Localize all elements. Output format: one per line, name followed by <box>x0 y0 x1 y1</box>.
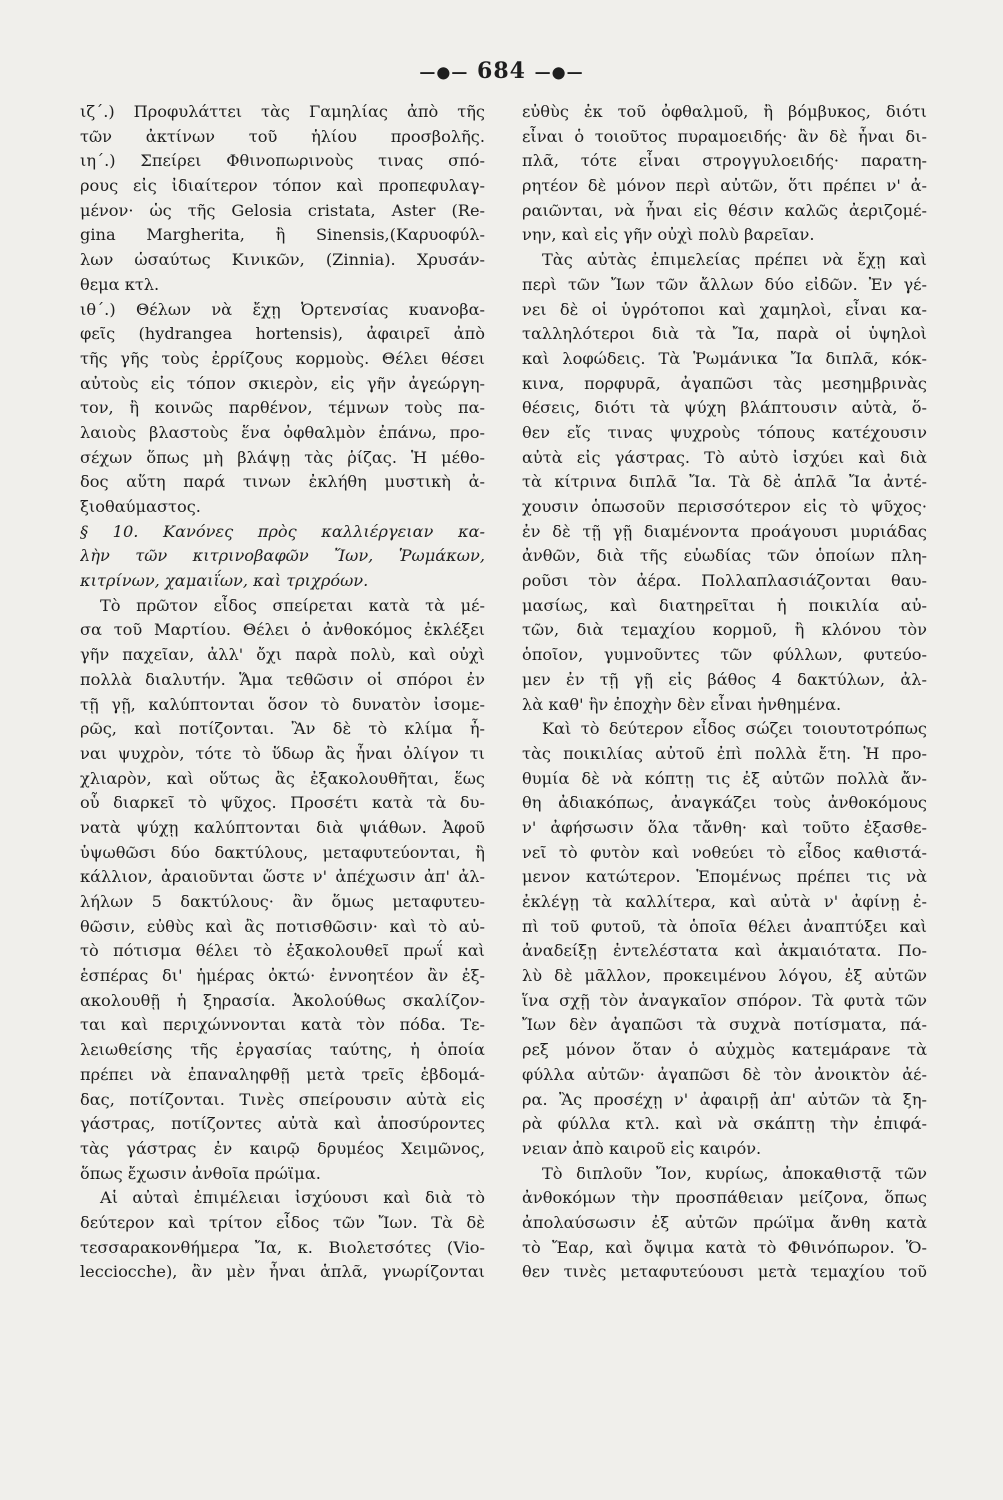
text-line: ρὰ φύλλα κτλ. καὶ νὰ σκάπτῃ τὴν ἐπιφά- <box>522 1114 927 1134</box>
text-line: περὶ τῶν Ἴων τῶν ἄλλων δύο εἰδῶν. Ἐν γέ- <box>522 274 927 294</box>
text-line: νει δὲ οἱ ὑγρότοποι καὶ χαμηλοὶ, εἶναι κα- <box>522 299 927 319</box>
text-line: οὗ διαρκεῖ τὸ ψῦχος. Προσέτι κατὰ τὰ δυ- <box>80 793 485 813</box>
text-line: λὰ καθ' ἣν ἐποχὴν δὲν εἶναι ἠνθημένα. <box>522 694 842 714</box>
text-line: ἀπολαύσωσιν ἐξ αὐτῶν πρώϊμα ἄνθη κατὰ <box>522 1212 927 1232</box>
text-line: εἶναι ὁ τοιοῦτος πυραμοειδής· ἂν δὲ ἦναι δι- <box>522 126 927 146</box>
page-number: 684 <box>477 58 526 84</box>
text-line: ρους εἰς ἰδιαίτερον τόπον καὶ προπεφυλαγ- <box>80 176 485 196</box>
ornament-left: —●— <box>419 62 469 82</box>
page-header <box>0 58 1003 84</box>
text-line: δας, ποτίζονται. Τινὲς σπείρουσιν αὐτὰ εἰς <box>80 1089 485 1109</box>
text-line: πλᾶ, τότε εἶναι στρογγυλοειδής· παρατη- <box>522 151 927 171</box>
text-line: τὰς γάστρας ἐν καιρῷ δρυμέος Χειμῶνος, <box>80 1138 485 1158</box>
text-line: ιθ΄.) Θέλων νὰ ἔχῃ Ὀρτενσίας κυανοβα- <box>80 299 485 319</box>
text-line: θεν εἴς τινας ψυχροὺς τόπους κατέχουσιν <box>522 422 927 442</box>
text-line: δος αὕτη παρά τινων ἐκλήθη μυστικὴ ἀ- <box>80 472 485 492</box>
text-line: ρα. Ἂς προσέχῃ ν' ἀφαιρῇ ἀπ' αὐτῶν τὰ ξη- <box>522 1089 927 1109</box>
text-line: ται καὶ περιχώννονται κατὰ τὸν πόδα. Τε- <box>80 1015 485 1035</box>
text-line: ὑψωθῶσι δύο δακτύλους, μεταφυτεύονται, ἢ <box>80 842 485 862</box>
text-line: ἀνθῶν, διὰ τῆς εὐωδίας τῶν ὁποίων πλη- <box>522 546 927 566</box>
text-line: τῇ γῇ, καλύπτονται ὅσον τὸ δυνατὸν ἰσομε- <box>80 694 485 714</box>
text-line: νατὰ ψύχῃ καλύπτονται διὰ ψιάθων. Ἀφοῦ <box>80 817 485 837</box>
ornament-right: —●— <box>534 62 584 82</box>
text-line: θέσεις, διότι τὰ ψύχη βλάπτουσιν αὐτὰ, ὅ- <box>522 398 927 418</box>
text-line: χουσιν ὁπωσοῦν περισσότερον εἰς τὸ ψῦχος· <box>522 497 927 516</box>
text-line: λὴν τῶν κιτρινοβαφῶν Ἴων, Ῥωμάκων, <box>80 546 485 566</box>
text-line: τὸ πότισμα θέλει τὸ ἐξακολουθεῖ πρωΐ καὶ <box>80 941 485 961</box>
text-line: κάλλιον, ἀραιοῦνται ὥστε ν' ἀπέχωσιν ἀπ' ἀλ- <box>80 867 485 887</box>
text-line: ἐκλέγῃ τὰ καλλίτερα, καὶ αὐτὰ ν' ἀφίνῃ ἐ- <box>522 892 927 911</box>
text-line: Τὸ πρῶτον εἶδος σπείρεται κατὰ τὰ μέ- <box>100 595 485 615</box>
text-line: ὅπως ἔχωσιν ἀνθοῖα πρώϊμα. <box>80 1163 321 1183</box>
text-line: Καὶ τὸ δεύτερον εἶδος σώζει τοιουτοτρόπως <box>542 719 927 739</box>
text-line: λήλων 5 δακτύλους· ἂν ὅμως μεταφυτευ- <box>80 892 485 911</box>
text-line: Ἴων δὲν ἀγαπῶσι τὰ συχνὰ ποτίσματα, πά- <box>522 1015 927 1035</box>
text-line: νεῖ τὸ φυτὸν καὶ νοθεύει τὸ εἶδος καθιστά- <box>522 842 927 862</box>
text-line: ὁποῖον, γυμνοῦντες τῶν φύλλων, φυτεύο- <box>522 645 927 665</box>
text-line: πὶ τοῦ φυτοῦ, τὰ ὁποῖα θέλει ἀναπτύξει καὶ <box>522 916 927 936</box>
text-line: ρῶς, καὶ ποτίζονται. Ἂν δὲ τὸ κλίμα ἦ- <box>80 719 485 739</box>
text-line: λαιοὺς βλαστοὺς ἕνα ὀφθαλμὸν ἐπάνω, προ- <box>80 422 485 442</box>
text-line: ξιοθαύμαστος. <box>80 497 201 516</box>
text-line: κιτρίνων, χαμαιΐων, καὶ τριχρόων. <box>80 571 369 591</box>
text-line: Τὰς αὐτὰς ἐπιμελείας πρέπει νὰ ἔχῃ καὶ <box>542 250 927 270</box>
text-line: ταλληλότεροι διὰ τὰ Ἴα, παρὰ οἱ ὑψηλοὶ <box>522 324 927 344</box>
text-line: τον, ἢ κοινῶς παρθένον, τέμνων τοὺς πα- <box>80 398 485 418</box>
text-line: δεύτερον καὶ τρίτον εἶδος τῶν Ἴων. Τὰ δὲ <box>80 1212 485 1232</box>
text-line: ιζ΄.) Προφυλάττει τὰς Γαμηλίας ἀπὸ τῆς <box>80 102 485 121</box>
text-line: θεμα κτλ. <box>80 274 160 294</box>
text-line: τὸ Ἔαρ, καὶ ὄψιμα κατὰ τὸ Φθινόπωρον. Ὅ- <box>522 1237 927 1257</box>
text-line: τῶν ἀκτίνων τοῦ ἡλίου προσβολῆς. <box>80 126 485 146</box>
text-line: νην, καὶ εἰς γῆν οὐχὶ πολὺ βαρεῖαν. <box>522 225 815 245</box>
text-line: αὐτοὺς εἰς τόπον σκιερὸν, εἰς γῆν ἀγεώργη- <box>80 373 485 393</box>
text-line: θῶσιν, εὐθὺς καὶ ἂς ποτισθῶσιν· καὶ τὸ αὐ- <box>80 916 485 936</box>
text-line: ν' ἀφήσωσιν ὅλα τἄνθη· καὶ τοῦτο ἐξασθε- <box>522 817 927 837</box>
text-line: ραιῶνται, νὰ ἦναι εἰς θέσιν καλῶς ἀεριζομέ- <box>522 200 927 220</box>
text-line: ἀνθοκόμων τὴν προσπάθειαν μείζονα, ὅπως <box>522 1188 927 1208</box>
text-line: lecciocche), ἂν μὲν ἦναι ἁπλᾶ, γνωρίζονται <box>80 1262 485 1282</box>
text-line: θεν τινὲς μεταφυτεύουσι μετὰ τεμαχίου τοῦ <box>522 1262 927 1282</box>
left-column <box>80 100 485 1285</box>
text-line: ροῦσι τὸν ἀέρα. Πολλαπλασιάζονται θαυ- <box>522 571 927 591</box>
text-line: ακολουθῇ ἡ ξηρασία. Ἀκολούθως σκαλίζον- <box>80 990 485 1010</box>
text-line: ἐν δὲ τῇ γῇ διαμένοντα προάγουσι μυριάδας <box>522 521 927 541</box>
text-line: λων ὡσαύτως Κινικῶν, (Zinnia). Χρυσάν- <box>80 250 485 270</box>
text-line: γάστρας, ποτίζοντες αὐτὰ καὶ ἀποσύροντες <box>80 1114 485 1134</box>
text-line: μασίως, καὶ διατηρεῖται ἡ ποικιλία αὐ- <box>522 595 927 615</box>
text-line: Τὸ διπλοῦν Ἴον, κυρίως, ἀποκαθιστᾷ τῶν <box>542 1163 927 1183</box>
text-line: τεσσαρακονθήμερα Ἴα, κ. Βιολετσότες (Vio- <box>80 1237 485 1257</box>
text-line: πρέπει νὰ ἐπαναληφθῇ μετὰ τρεῖς ἑβδομά- <box>80 1064 485 1084</box>
text-line: μεν ἐν τῇ γῇ εἰς βάθος 4 δακτύλων, ἀλ- <box>522 669 927 689</box>
text-line: θυμία δὲ νὰ κόπτῃ τις ἐξ αὐτῶν πολλὰ ἄν- <box>522 768 927 788</box>
text-line: ἵνα σχῇ τὸν ἀναγκαῖον σπόρον. Τὰ φυτὰ τῶν <box>522 990 927 1010</box>
text-line: φεῖς (hydrangea hortensis), ἀφαιρεῖ ἀπὸ <box>80 324 485 344</box>
text-line: εὐθὺς ἐκ τοῦ ὀφθαλμοῦ, ἢ βόμβυκος, διότι <box>522 102 927 121</box>
text-line: σα τοῦ Μαρτίου. Θέλει ὁ ἀνθοκόμος ἐκλέξει <box>80 620 485 640</box>
text-line: Αἱ αὐταὶ ἐπιμέλειαι ἰσχύουσι καὶ διὰ τὸ <box>100 1188 485 1208</box>
text-line: ἑσπέρας δι' ἡμέρας ὀκτώ· ἐννοητέον ἂν ἐξ- <box>80 966 485 986</box>
text-line: λειωθείσης τῆς ἐργασίας ταύτης, ἡ ὁποία <box>80 1040 485 1060</box>
text-line: ναι ψυχρὸν, τότε τὸ ὕδωρ ἂς ἦναι ὀλίγον τι <box>80 743 485 763</box>
text-line: νειαν ἀπὸ καιροῦ εἰς καιρόν. <box>522 1138 762 1158</box>
text-line: γῆν παχεῖαν, ἀλλ' ὄχι παρὰ πολὺ, καὶ οὐχὶ <box>80 645 485 665</box>
text-line: § 10. Κανόνες πρὸς καλλιέργειαν κα- <box>80 521 485 541</box>
text-line: κινα, πορφυρᾶ, ἀγαπῶσι τὰς μεσημβρινὰς <box>522 373 927 393</box>
text-line: φύλλα αὐτῶν· ἀγαπῶσι δὲ τὸν ἀνοικτὸν ἀέ- <box>522 1064 927 1084</box>
text-line: ιη΄.) Σπείρει Φθινοπωρινοὺς τινας σπό- <box>80 151 485 171</box>
text-line: αὐτὰ εἰς γάστρας. Τὸ αὐτὸ ἰσχύει καὶ διὰ <box>522 447 927 467</box>
text-line: τὰς ποικιλίας αὐτοῦ ἐπὶ πολλὰ ἔτη. Ἡ προ- <box>522 743 927 763</box>
text-line: σέχων ὅπως μὴ βλάψῃ τὰς ῥίζας. Ἡ μέθο- <box>80 447 485 467</box>
text-line: πολλὰ διαλυτήν. Ἅμα τεθῶσιν οἱ σπόροι ἐν <box>80 669 485 689</box>
text-line: gina Margherita, ἢ Sinensis,(Καρυοφύλ- <box>80 225 485 245</box>
text-line: καὶ λοφώδεις. Τὰ Ῥωμάνικα Ἴα διπλᾶ, κόκ- <box>522 348 927 368</box>
text-line: χλιαρὸν, καὶ οὕτως ἂς ἐξακολουθῆται, ἕως <box>80 768 485 788</box>
text-line: τὰ κίτρινα διπλᾶ Ἴα. Τὰ δὲ ἁπλᾶ Ἴα ἀντέ- <box>522 472 927 492</box>
text-line: ρητέον δὲ μόνον περὶ αὐτῶν, ὅτι πρέπει ν' ἀ- <box>522 176 927 196</box>
text-line: τῆς γῆς τοὺς ἐρρίζους κορμοὺς. Θέλει θέσει <box>80 348 485 368</box>
text-line: μένον· ὡς τῆς Gelosia cristata, Aster (Re- <box>80 200 485 220</box>
text-line: μενον κατώτερον. Ἑπομένως πρέπει τις νὰ <box>522 867 927 887</box>
text-line: τῶν, διὰ τεμαχίου κορμοῦ, ἢ κλόνου τὸν <box>522 620 927 640</box>
text-line: ἀναδείξῃ ἐντελέστατα καὶ ἀκμαιότατα. Πο- <box>522 941 927 961</box>
right-column <box>522 100 927 1285</box>
text-line: ρεξ μόνον ὅταν ὁ αὐχμὸς κατεμάρανε τὰ <box>522 1040 927 1060</box>
text-line: θη ἀδιακόπως, ἀναγκάζει τοὺς ἀνθοκόμους <box>522 793 927 813</box>
text-line: λὺ δὲ μᾶλλον, προκειμένου λόγου, ἐξ αὐτῶν <box>522 966 927 986</box>
